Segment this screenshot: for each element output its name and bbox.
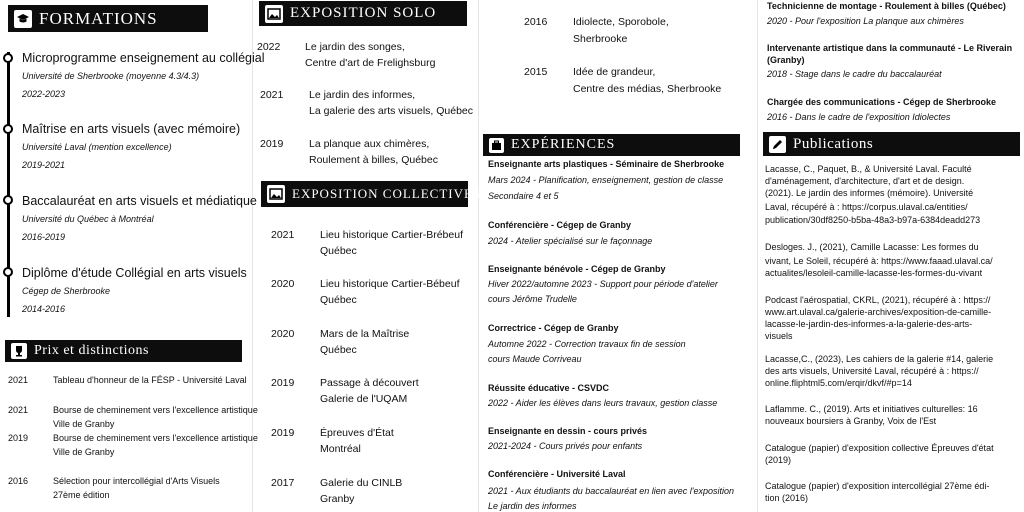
- prix-year: 2021: [8, 405, 29, 415]
- expo-col-line: Granby: [320, 493, 355, 505]
- publication-line: d'aménagement, d'architecture, d'art et de design.: [765, 176, 965, 186]
- prix-year: 2019: [8, 433, 29, 443]
- briefcase-icon: [489, 138, 504, 153]
- formations-timeline: [7, 52, 10, 317]
- pen-icon: [769, 136, 786, 153]
- experience-detail: 2021-2024 - Cours privés pour enfants: [488, 441, 643, 451]
- expo-col-year: 2020: [271, 278, 295, 290]
- divider: [757, 0, 758, 512]
- experience-role: Réussite éducative - CSVDC: [488, 383, 610, 393]
- expo-col-line: Québec: [320, 245, 357, 257]
- publication-line: (2021). Le jardin des informes (mémoire). Université: [765, 188, 974, 198]
- experience-detail: 2021 - Aux étudiants du baccalauréat en lien avec l'exposition: [488, 486, 735, 496]
- formations-title: FORMATIONS: [39, 8, 158, 28]
- publication-line: online.fliphtml5.com/erqir/dkvf/#p=14: [765, 378, 912, 388]
- expo-solo-line: Le jardin des songes,: [305, 41, 405, 53]
- formation-years: 2014-2016: [22, 304, 66, 314]
- expo-col-line: Québec: [320, 344, 357, 356]
- expo-col-line: Lieu historique Cartier-Bébeuf: [320, 278, 460, 290]
- experience-detail: 2022 - Aider les élèves dans leurs travaux, gestion classe: [488, 398, 718, 408]
- timeline-dot: [3, 195, 13, 205]
- expo-collectives-header: [261, 181, 482, 207]
- formation-years: 2019-2021: [22, 160, 66, 170]
- prix-year: 2016: [8, 476, 29, 486]
- experience-detail: Mars 2024 - Planification, enseignement, gestion de classe: [488, 175, 724, 185]
- expo-col-line: Idée de grandeur,: [573, 66, 656, 78]
- expo-solo-year: 2022: [257, 41, 281, 53]
- publications-title: Publications: [793, 135, 874, 152]
- formation-school: Université de Sherbrooke (moyenne 4.3/4.3): [22, 71, 200, 81]
- divider: [478, 0, 479, 512]
- formation-school: Université Laval (mention excellence): [22, 142, 172, 152]
- experience-role: Technicienne de montage - Roulement à billes (Québec): [767, 1, 1006, 11]
- expo-solo-line: Roulement à billes, Québec: [309, 154, 438, 166]
- experience-role: Conférencière - Université Laval: [488, 469, 626, 479]
- publication-line: actualites/lesoleil-camille-lacasse-les-formes-du-vivant: [765, 268, 983, 278]
- expo-col-line: Galerie du CINLB: [320, 477, 403, 489]
- experience-detail: 2018 - Stage dans le cadre du baccalauréat: [767, 69, 942, 79]
- expo-col-year: 2019: [271, 427, 295, 439]
- experience-role: (Granby): [767, 55, 805, 65]
- prix-line: 27ème édition: [53, 490, 110, 500]
- expo-solo-year: 2019: [260, 138, 284, 150]
- publication-line: www.art.ulaval.ca/galerie-archives/exposition-de-camille-: [765, 307, 992, 317]
- expo-col-year: 2017: [271, 477, 295, 489]
- experience-detail: Secondaire 4 et 5: [488, 191, 559, 201]
- publication-line: Desloges. J., (2021), Camille Lacasse: Les formes du: [765, 242, 979, 252]
- expo-solo-header: [259, 1, 467, 26]
- expo-col-line: Lieu historique Cartier-Brébeuf: [320, 229, 463, 241]
- experience-detail: Automne 2022 - Correction travaux fin de session: [488, 339, 686, 349]
- timeline-dot: [3, 124, 13, 134]
- expo-col-line: Passage à découvert: [320, 377, 419, 389]
- experience-role: Intervenante artistique dans la communauté - Le Riverain: [767, 43, 1013, 53]
- experience-role: Enseignante en dessin - cours privés: [488, 426, 648, 436]
- experience-role: Chargée des communications - Cégep de Sherbrooke: [767, 97, 997, 107]
- publication-line: visuels: [765, 331, 793, 341]
- experience-detail: 2024 - Atelier spécialisé sur le façonnage: [488, 236, 653, 246]
- expo-col-line: Galerie de l'UQAM: [320, 393, 408, 405]
- experience-role: Enseignante bénévole - Cégep de Granby: [488, 264, 666, 274]
- experience-role: Enseignante arts plastiques - Séminaire de Sherbrooke: [488, 159, 725, 169]
- publication-line: publication/30df8250-b5ba-48a3-b97a-6384deadd273: [765, 215, 981, 225]
- formation-school: Cégep de Sherbrooke: [22, 286, 111, 296]
- publication-line: tion (2016): [765, 493, 809, 503]
- prix-line: Ville de Granby: [53, 419, 115, 429]
- expo-col-year: 2021: [271, 229, 295, 241]
- prix-line: Tableau d'honneur de la FÉSP - Université Laval: [53, 375, 247, 385]
- publication-line: (2019): [765, 455, 792, 465]
- expo-collectives-title: EXPOSITION COLLECTIVES: [292, 186, 482, 201]
- publication-line: vivant, Le Soleil, récupéré à: https://www.faaad.ulaval.ca/: [765, 256, 993, 266]
- experiences-header: [483, 134, 740, 156]
- expo-col-line: Centre des médias, Sherbrooke: [573, 83, 722, 95]
- graduation-cap-icon: [14, 10, 32, 28]
- experiences-title: EXPÉRIENCES: [511, 137, 616, 152]
- formation-degree: Maîtrise en arts visuels (avec mémoire): [22, 122, 241, 136]
- experience-detail: cours Jérôme Trudelle: [488, 294, 577, 304]
- expo-col-line: Mars de la Maîtrise: [320, 328, 410, 340]
- formation-degree: Microprogramme enseignement au collégial: [22, 51, 265, 65]
- timeline-dot: [3, 267, 13, 277]
- formation-years: 2016-2019: [22, 232, 66, 242]
- gallery-icon: [265, 5, 283, 23]
- experience-role: Correctrice - Cégep de Granby: [488, 323, 619, 333]
- prix-line: Bourse de cheminement vers l'excellence artistique: [53, 433, 258, 443]
- formations-header: [8, 5, 208, 32]
- prix-title: Prix et distinctions: [34, 343, 149, 358]
- experience-detail: 2020 - Pour l'exposition La planque aux chimères: [767, 16, 964, 26]
- prix-line: Ville de Granby: [53, 447, 115, 457]
- expo-solo-title: EXPOSITION SOLO: [290, 5, 437, 21]
- prix-year: 2021: [8, 375, 29, 385]
- experience-detail: 2016 - Dans le cadre de l'exposition Idiolectes: [767, 112, 951, 122]
- formation-school: Université du Québec à Montréal: [22, 214, 154, 224]
- experience-detail: Le jardin des informes: [488, 501, 577, 511]
- publication-line: Lacasse,C., (2023), Les cahiers de la galerie #14, galerie: [765, 354, 994, 364]
- expo-col-line: Idiolecte, Sporobole,: [573, 16, 669, 28]
- publication-line: lacasse-le-jardin-des-informes-a-la-galerie-des-arts-: [765, 319, 973, 329]
- experience-detail: Hiver 2022/automne 2023 - Support pour période d'atelier: [488, 279, 718, 289]
- timeline-dot: [3, 53, 13, 63]
- expo-solo-line: Centre d'art de Frelighsburg: [305, 57, 436, 69]
- publication-line: Laval, récupéré à : https://corpus.ulaval.ca/entities/: [765, 202, 968, 212]
- publication-line: Laflamme. C., (2019). Arts et initiatives culturelles: 16: [765, 404, 978, 414]
- formation-years: 2022-2023: [22, 89, 66, 99]
- expo-col-line: Épreuves d'État: [320, 427, 394, 439]
- expo-solo-year: 2021: [260, 89, 284, 101]
- publication-line: nouveaux boursiers à Granby, Voix de l'Est: [765, 416, 937, 426]
- expo-col-line: Québec: [320, 294, 357, 306]
- expo-solo-line: La planque aux chimères,: [309, 138, 430, 150]
- publication-line: Catalogue (papier) d'exposition collective Épreuves d'état: [765, 443, 994, 453]
- publication-line: des arts visuels, Université Laval, récupéré à : https://: [765, 366, 979, 376]
- expo-col-year: 2019: [271, 377, 295, 389]
- formation-degree: Baccalauréat en arts visuels et médiatique: [22, 194, 257, 208]
- prix-header: [5, 340, 242, 362]
- expo-col-year: 2020: [271, 328, 295, 340]
- prix-line: Bourse de cheminement vers l'excellence artistique: [53, 405, 258, 415]
- trophy-icon: [11, 343, 27, 359]
- expo-col-line: Sherbrooke: [573, 33, 628, 45]
- prix-line: Sélection pour intercollégial d'Arts Visuels: [53, 476, 220, 486]
- experience-role: Conférencière - Cégep de Granby: [488, 220, 632, 230]
- expo-col-line: Montréal: [320, 443, 361, 455]
- formation-degree: Diplôme d'étude Collégial en arts visuels: [22, 266, 247, 280]
- publication-line: Lacasse, C., Paquet, B., & Université Laval. Faculté: [765, 164, 972, 174]
- expo-solo-line: Le jardin des informes,: [309, 89, 416, 101]
- publication-line: Podcast l'aérospatial, CKRL, (2021), récupéré à : https://: [765, 295, 991, 305]
- expo-solo-line: La galerie des arts visuels, Québec: [309, 105, 474, 117]
- expo-col-year: 2015: [524, 66, 548, 78]
- publication-line: Catalogue (papier) d'exposition intercollégial 27ème édi-: [765, 481, 990, 491]
- expo-col-year: 2016: [524, 16, 548, 28]
- gallery-icon: [267, 185, 285, 203]
- experience-detail: cours Maude Corriveau: [488, 354, 582, 364]
- publications-header: [763, 132, 1020, 156]
